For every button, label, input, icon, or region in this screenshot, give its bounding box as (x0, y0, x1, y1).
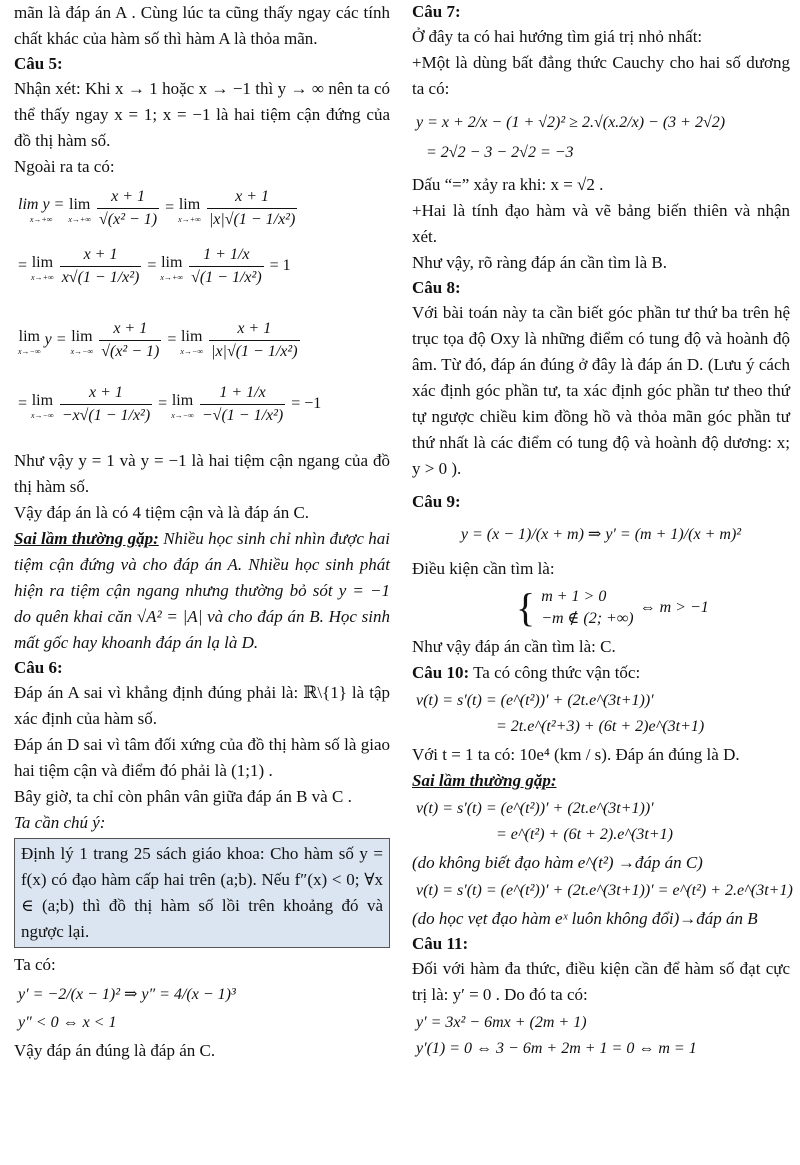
cau5-p2: Ngoài ra ta có: (14, 157, 115, 176)
cau9-heading: Câu 9: (412, 492, 461, 511)
cau10-eq2: = 2t.e^(t²+3) + (6t + 2)e^(3t+1) (496, 718, 705, 735)
cau10-eq3: v(t) = s′(t) = (e^(t²))′ + (2t.e^(3t+1))′ (416, 800, 654, 817)
cau6-heading: Câu 6: (14, 658, 63, 677)
cau5-eq3: lim x→−∞ y = lim x→−∞ $\frac{x + 1}{\text{√(x² − 1)}}$ = lim x→−∞ $\frac{x + 1}{\text{|x|√(1 − 1/x²)}}$ (18, 320, 298, 360)
limit-result: = 1 (269, 257, 291, 275)
cau9-system (416, 586, 790, 630)
system-line: m + 1 > 0 (541, 588, 607, 605)
cau10-eq1: v(t) = s′(t) = (e^(t²))′ + (2t.e^(3t+1))′ (416, 692, 654, 709)
theorem-text: Định lý 1 trang 25 sách giáo khoa: Cho hàm số y = f(x) có đạo hàm cấp hai trên (a;b). Nếu f″(x) < 0; ∀x ∈ (a;b) thì đồ thị hàm số lồi trên khoảng đó và ngược lại. (21, 844, 383, 941)
cau7-p3: Dấu “=” xảy ra khi: x = √2 . (412, 175, 604, 194)
cau10-note2: (do học vẹt đạo hàm eˣ luôn không đổi)→đáp án B (412, 909, 758, 928)
fraction: $\frac{x + 1}{\text{√(x² − 1)}}$ (99, 188, 158, 228)
cau11-p1: Đối với hàm đa thức, điều kiện cần để hàm số đạt cực trị là: y′ = 0 . Do đó ta có: (412, 959, 790, 1004)
system-line: −m ∉ (2; +∞) (541, 610, 634, 627)
cau5-eq4: = lim x→−∞ $\frac{x + 1}{\text{−x√(1 − 1/x²)}}$ = lim x→−∞ $\frac{1 + 1/x}{\text{−√(1 − 1/x²)}}$ = −1 (18, 384, 322, 424)
cau10-eq5: v(t) = s′(t) = (e^(t²))′ + (2t.e^(3t+1))′ = e^(t²) + 2.e^(3t+1) (416, 882, 793, 899)
cau8-p1: Với bài toán này ta cần biết góc phần tư thứ ba trên hệ trục tọa độ Oxy là những điểm có tung độ và hoành độ âm. Từ đó, đáp án đúng ở đây là đáp án D. (Lưu ý cách xác định góc phần tư, ta xác định góc phần tư theo thứ tự ngược chiều kim đồng hồ và thỏa mãn góc phần tư thứ nhất là các điểm có tung độ và hoành độ dương: x; y > 0 ). (412, 303, 790, 478)
cau10-heading: Câu 10: (412, 663, 470, 682)
cau7-p5: Như vậy, rõ ràng đáp án cần tìm là B. (412, 253, 668, 272)
lim-lhs: lim y = (18, 195, 65, 213)
mistake-label: Sai lầm thường gặp: (412, 771, 557, 790)
cau10-eq4: = e^(t²) + (6t + 2).e^(3t+1) (496, 826, 673, 843)
cau5-mistake (14, 526, 390, 656)
cau10-intro-text: Ta có công thức vận tốc: (469, 663, 641, 682)
cau10-p1: Với t = 1 ta có: 10e⁴ (km / s). Đáp án đúng là D. (412, 745, 740, 764)
cau6-p5: Ta có: (14, 955, 56, 974)
cau9-eq1: y = (x − 1)/(x + m) ⇒ y′ = (m + 1)/(x + m)² (460, 526, 742, 543)
left-column (14, 0, 390, 1064)
cau6-p3: Bây giờ, ta chỉ còn phân vân giữa đáp án B và C . (14, 787, 352, 806)
system-result: ⇔ m > −1 (639, 599, 709, 616)
fraction: $\frac{x + 1}{\text{|x|√(1 − 1/x²)}}$ (208, 188, 296, 228)
cau11-eq1: y′ = 3x² − 6mx + (2m + 1) (416, 1014, 587, 1031)
cau7-heading: Câu 7: (412, 2, 461, 21)
cau7-eq2: = 2√2 − 3 − 2√2 = −3 (426, 144, 574, 161)
cau5-eq1: lim y = x→+∞ lim x→+∞ $\frac{x + 1}{\text{√(x² − 1)}}$ = lim x→+∞ $\frac{x + 1}{\text{|x|√(1 − 1/x²)}}$ (18, 186, 390, 240)
cau6-eq2: y″ < 0 ⇔ x < 1 (18, 1014, 117, 1031)
cau8-heading: Câu 8: (412, 278, 461, 297)
cau7-p4: +Hai là tính đạo hàm và vẽ bảng biến thiên và nhận xét. (412, 201, 790, 246)
mistake-text: Nhiều học sinh chỉ nhìn được hai tiệm cận đứng và cho đáp án A. Nhiều học sinh phát hiện ra tiệm cận ngang nhưng thường bỏ sót y = −1 do quên khai căn √A² = |A| và cho đáp án B. Học sinh mất gốc hay khoanh đáp án lạ là D. (14, 529, 390, 652)
cau6-p4: Ta cần chú ý: (14, 813, 106, 832)
cau9-p2: Như vậy đáp án cần tìm là: C. (412, 637, 616, 656)
cau5-p4: Vậy đáp án là có 4 tiệm cận và là đáp án C. (14, 503, 310, 522)
cau10-note1: (do không biết đạo hàm e^(t²) →đáp án C) (412, 853, 703, 872)
lim-operator (18, 194, 64, 224)
cau9-p1: Điều kiện cần tìm là: (412, 559, 555, 578)
right-column (412, 0, 793, 1064)
cau6-eq1: y′ = −2/(x − 1)² ⇒ y″ = 4/(x − 1)³ (18, 986, 236, 1003)
cau6-p1: Đáp án A sai vì khẳng định đúng phải là: ℝ\{1} là tập xác định của hàm số. (14, 683, 390, 728)
cau6-p6: Vậy đáp án đúng là đáp án C. (14, 1041, 216, 1060)
cau7-p1: Ở đây ta có hai hướng tìm giá trị nhỏ nhất: (412, 27, 703, 46)
cau5-heading: Câu 5: (14, 54, 63, 73)
cau6-p2: Đáp án D sai vì tâm đối xứng của đồ thị hàm số là giao hai tiệm cận và điểm đó phải là (1;1) . (14, 735, 390, 780)
cau11-eq2: y′(1) = 0 ⇔ 3 − 6m + 2m + 1 = 0 ⇔ m = 1 (416, 1040, 697, 1057)
cau7-p2: +Một là dùng bất đẳng thức Cauchy cho hai số dương ta có: (412, 53, 790, 98)
lim-subscript: x→+∞ (68, 214, 91, 224)
theorem-box (14, 838, 390, 948)
limit-result: = −1 (291, 395, 322, 413)
brace-icon: { (516, 585, 536, 630)
cau10-mistake-label (412, 768, 790, 794)
cau7-eq1: y = x + 2/x − (1 + √2)² ≥ 2.√(x.2/x) − (3 + 2√2) (416, 114, 726, 131)
cau5-eq2: = lim x→+∞ $\frac{x + 1}{\text{x√(1 − 1/x²)}}$ = lim x→+∞ $\frac{1 + 1/x}{\text{√(1 − 1/x²)}}$ = 1 (18, 246, 291, 286)
lim-subscript: x→+∞ (29, 214, 53, 224)
cau5-p1: Nhận xét: Khi x → 1 hoặc x → −1 thì y → ∞ nên ta có thể thấy ngay x = 1; x = −1 là hai tiệm cận đứng của đồ thị hàm số. (14, 79, 390, 150)
cau5-p3: Như vậy y = 1 và y = −1 là hai tiệm cận ngang của đồ thị hàm số. (14, 451, 390, 496)
mistake-label: Sai lầm thường gặp: (14, 529, 159, 548)
cau10-intro (412, 660, 790, 686)
cau11-heading: Câu 11: (412, 934, 469, 953)
intro-text: mãn là đáp án A . Cùng lúc ta cũng thấy ngay các tính chất khác của hàm số thì hàm A là thỏa mãn. (14, 3, 390, 48)
